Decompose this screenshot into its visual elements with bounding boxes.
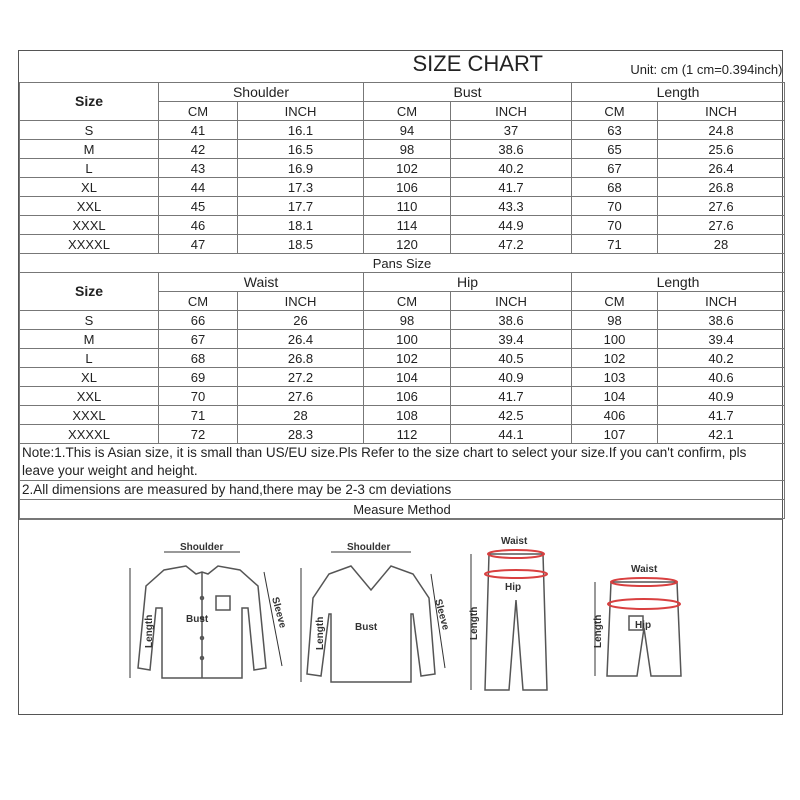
- shoulder-header: Shoulder: [159, 83, 364, 102]
- sweater-sleeve-label: Sleeve: [432, 597, 451, 632]
- value-cell: 28: [238, 406, 364, 425]
- waist-header: Waist: [159, 273, 364, 292]
- bottom-subheader-cell: CM: [159, 292, 238, 311]
- size-cell: XXL: [20, 387, 159, 406]
- pants-length-label: Length: [469, 606, 480, 640]
- value-cell: 38.6: [451, 140, 572, 159]
- top-subheader-cell: INCH: [238, 102, 364, 121]
- value-cell: 44.9: [451, 216, 572, 235]
- page-title: SIZE CHART: [412, 51, 543, 76]
- value-cell: 27.6: [658, 216, 785, 235]
- measure-title-row: [20, 500, 785, 519]
- value-cell: 94: [364, 121, 451, 140]
- value-cell: 114: [364, 216, 451, 235]
- value-cell: 98: [364, 311, 451, 330]
- sweater-bust-label: Bust: [355, 622, 378, 633]
- bottom-length-header: Length: [572, 273, 785, 292]
- bottom-subheader-cell: INCH: [658, 292, 785, 311]
- sweater-shoulder-label: Shoulder: [347, 542, 391, 553]
- value-cell: 72: [159, 425, 238, 444]
- value-cell: 98: [572, 311, 658, 330]
- value-cell: 42.5: [451, 406, 572, 425]
- shorts-waist-label: Waist: [631, 564, 658, 575]
- value-cell: 24.8: [658, 121, 785, 140]
- value-cell: 28: [658, 235, 785, 254]
- size-cell: XL: [20, 178, 159, 197]
- bottom-subheader-cell: CM: [572, 292, 658, 311]
- value-cell: 103: [572, 368, 658, 387]
- size-cell: L: [20, 349, 159, 368]
- value-cell: 68: [159, 349, 238, 368]
- value-cell: 69: [159, 368, 238, 387]
- value-cell: 40.9: [658, 387, 785, 406]
- pants-title-row: [20, 254, 785, 273]
- shorts-hip-marker: [608, 599, 680, 609]
- value-cell: 40.5: [451, 349, 572, 368]
- value-cell: 17.7: [238, 197, 364, 216]
- value-cell: 41.7: [451, 387, 572, 406]
- value-cell: 38.6: [658, 311, 785, 330]
- value-cell: 66: [159, 311, 238, 330]
- value-cell: 65: [572, 140, 658, 159]
- table-row: [20, 197, 785, 216]
- value-cell: 98: [364, 140, 451, 159]
- value-cell: 44: [159, 178, 238, 197]
- size-cell: M: [20, 330, 159, 349]
- value-cell: 43.3: [451, 197, 572, 216]
- value-cell: 104: [572, 387, 658, 406]
- size-cell: L: [20, 159, 159, 178]
- value-cell: 102: [364, 349, 451, 368]
- value-cell: 63: [572, 121, 658, 140]
- shorts-hip-label: Hip: [635, 620, 652, 631]
- shorts-figure: [581, 558, 701, 693]
- value-cell: 70: [572, 197, 658, 216]
- bottom-subheader-cell: CM: [364, 292, 451, 311]
- value-cell: 40.2: [451, 159, 572, 178]
- table-row: [20, 406, 785, 425]
- value-cell: 107: [572, 425, 658, 444]
- shirt-figure: [124, 538, 294, 698]
- bottom-size-header: Size: [20, 273, 159, 311]
- value-cell: 71: [159, 406, 238, 425]
- value-cell: 42.1: [658, 425, 785, 444]
- value-cell: 37: [451, 121, 572, 140]
- table-row: [20, 425, 785, 444]
- size-cell: XXXXL: [20, 235, 159, 254]
- value-cell: 41.7: [658, 406, 785, 425]
- table-row: [20, 330, 785, 349]
- value-cell: 108: [364, 406, 451, 425]
- value-cell: 44.1: [451, 425, 572, 444]
- value-cell: 27.6: [238, 387, 364, 406]
- title-row: [20, 51, 785, 83]
- top-size-header: Size: [20, 83, 159, 121]
- size-cell: S: [20, 311, 159, 330]
- value-cell: 40.6: [658, 368, 785, 387]
- value-cell: 43: [159, 159, 238, 178]
- measure-title: Measure Method: [20, 500, 785, 519]
- table-row: [20, 349, 785, 368]
- bottom-subheader-cell: INCH: [238, 292, 364, 311]
- note-2: 2.All dimensions are measured by hand,there may be 2-3 cm deviations: [20, 481, 785, 500]
- value-cell: 106: [364, 387, 451, 406]
- size-cell: XXXL: [20, 216, 159, 235]
- note-1: Note:1.This is Asian size, it is small than US/EU size.Pls Refer to the size chart to select your size.If you can't confirm, pls leave your weight and height.: [20, 444, 785, 481]
- value-cell: 45: [159, 197, 238, 216]
- value-cell: 67: [572, 159, 658, 178]
- table-row: [20, 140, 785, 159]
- value-cell: 16.5: [238, 140, 364, 159]
- value-cell: 106: [364, 178, 451, 197]
- value-cell: 102: [364, 159, 451, 178]
- value-cell: 110: [364, 197, 451, 216]
- size-cell: S: [20, 121, 159, 140]
- hip-header: Hip: [364, 273, 572, 292]
- measure-diagram: [19, 519, 782, 717]
- top-subheader-cell: INCH: [451, 102, 572, 121]
- table-row: [20, 311, 785, 330]
- bottom-group-header-row: [20, 273, 785, 292]
- value-cell: 26: [238, 311, 364, 330]
- value-cell: 42: [159, 140, 238, 159]
- top-subheader-cell: CM: [364, 102, 451, 121]
- value-cell: 27.2: [238, 368, 364, 387]
- value-cell: 70: [159, 387, 238, 406]
- bottom-rows: [20, 311, 785, 444]
- table-row: [20, 121, 785, 140]
- value-cell: 68: [572, 178, 658, 197]
- value-cell: 18.5: [238, 235, 364, 254]
- top-subheader-cell: INCH: [658, 102, 785, 121]
- value-cell: 67: [159, 330, 238, 349]
- table-row: [20, 368, 785, 387]
- shorts-length-label: Length: [593, 614, 604, 648]
- value-cell: 40.9: [451, 368, 572, 387]
- value-cell: 46: [159, 216, 238, 235]
- top-subheader-cell: CM: [572, 102, 658, 121]
- value-cell: 26.4: [238, 330, 364, 349]
- shirt-sleeve-label: Sleeve: [269, 595, 288, 630]
- table-row: [20, 159, 785, 178]
- value-cell: 18.1: [238, 216, 364, 235]
- value-cell: 104: [364, 368, 451, 387]
- value-cell: 41: [159, 121, 238, 140]
- table-row: [20, 387, 785, 406]
- size-cell: XL: [20, 368, 159, 387]
- value-cell: 100: [364, 330, 451, 349]
- sweater-length-label: Length: [315, 616, 326, 650]
- note-row-1: [20, 444, 785, 481]
- value-cell: 100: [572, 330, 658, 349]
- shirt-bust-label: Bust: [186, 614, 209, 625]
- value-cell: 102: [572, 349, 658, 368]
- note-row-2: [20, 481, 785, 500]
- value-cell: 406: [572, 406, 658, 425]
- pants-hip-label: Hip: [505, 582, 522, 593]
- value-cell: 112: [364, 425, 451, 444]
- value-cell: 16.9: [238, 159, 364, 178]
- unit-label: Unit: cm (1 cm=0.394inch): [630, 62, 783, 77]
- value-cell: 28.3: [238, 425, 364, 444]
- top-subheader-cell: CM: [159, 102, 238, 121]
- value-cell: 71: [572, 235, 658, 254]
- value-cell: 47.2: [451, 235, 572, 254]
- size-cell: XXXL: [20, 406, 159, 425]
- value-cell: 39.4: [658, 330, 785, 349]
- value-cell: 40.2: [658, 349, 785, 368]
- value-cell: 120: [364, 235, 451, 254]
- size-table: [19, 51, 785, 519]
- value-cell: 39.4: [451, 330, 572, 349]
- top-rows: [20, 121, 785, 254]
- size-chart: [18, 50, 783, 715]
- pants-title: Pans Size: [20, 254, 785, 273]
- value-cell: 26.8: [658, 178, 785, 197]
- top-group-header-row: [20, 83, 785, 102]
- sweater-figure: [291, 538, 461, 698]
- value-cell: 41.7: [451, 178, 572, 197]
- size-cell: M: [20, 140, 159, 159]
- value-cell: 26.4: [658, 159, 785, 178]
- size-cell: XXXXL: [20, 425, 159, 444]
- pants-hip-marker: [485, 570, 547, 578]
- table-row: [20, 235, 785, 254]
- shirt-length-label: Length: [144, 614, 155, 648]
- value-cell: 25.6: [658, 140, 785, 159]
- value-cell: 26.8: [238, 349, 364, 368]
- value-cell: 70: [572, 216, 658, 235]
- pants-outline: [485, 554, 547, 690]
- table-row: [20, 216, 785, 235]
- value-cell: 17.3: [238, 178, 364, 197]
- value-cell: 16.1: [238, 121, 364, 140]
- pants-waist-label: Waist: [501, 536, 528, 547]
- value-cell: 38.6: [451, 311, 572, 330]
- shirt-shoulder-label: Shoulder: [180, 542, 224, 553]
- pants-figure: [459, 530, 569, 700]
- bust-header: Bust: [364, 83, 572, 102]
- top-length-header: Length: [572, 83, 785, 102]
- table-row: [20, 178, 785, 197]
- size-cell: XXL: [20, 197, 159, 216]
- value-cell: 27.6: [658, 197, 785, 216]
- value-cell: 47: [159, 235, 238, 254]
- bottom-subheader-cell: INCH: [451, 292, 572, 311]
